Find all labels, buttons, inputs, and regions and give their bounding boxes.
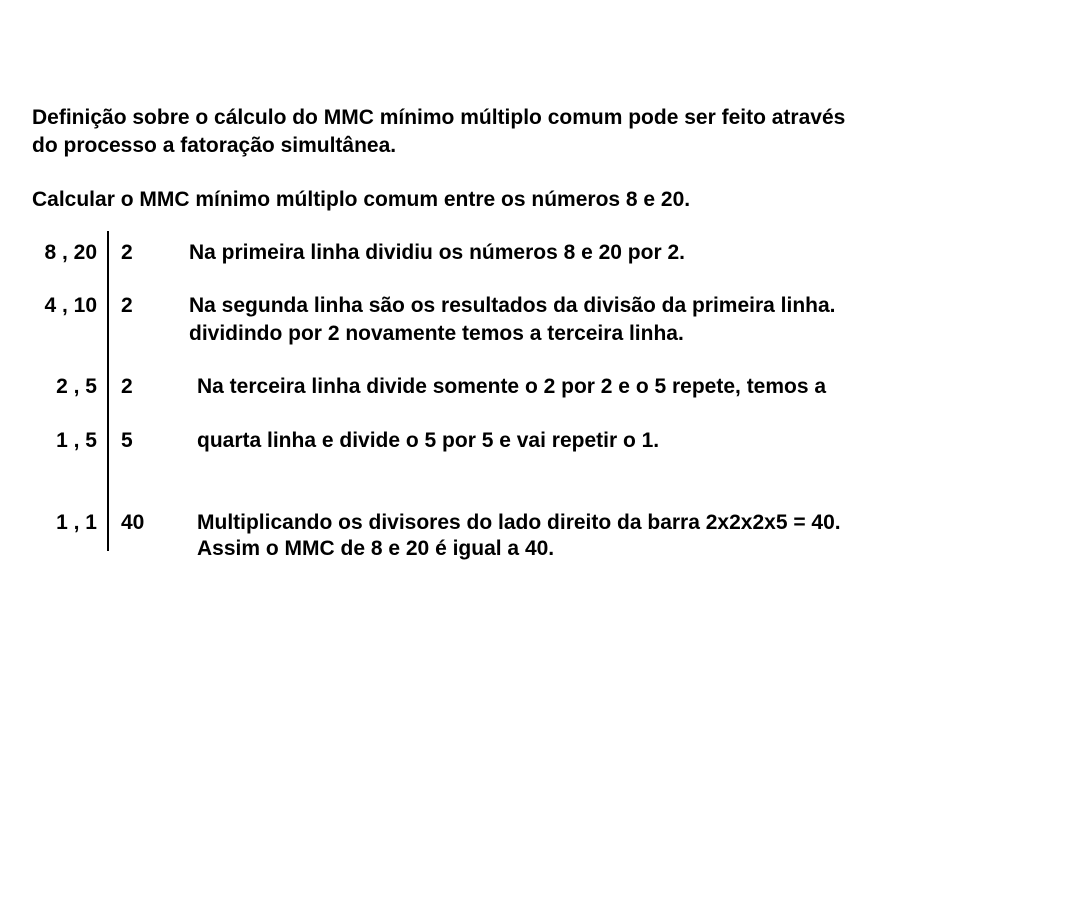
intro-paragraph (32, 104, 845, 160)
row-5-divisor: 40 (121, 511, 145, 534)
row-3-divisor: 2 (121, 375, 133, 398)
row-3-explanation-line-1: Na terceira linha divide somente o 2 por 2 e o 5 repete, temos a (197, 375, 827, 398)
row-5-explanation-line-2: Assim o MMC de 8 e 20 é igual a 40. (197, 537, 555, 560)
row-3-explanation (197, 373, 826, 401)
intro-line-2: do processo a fatoração simultânea. (32, 134, 397, 157)
row-2-explanation-line-2: dividindo por 2 novamente temos a terceira linha. (189, 322, 684, 345)
row-4-numbers: 1 , 5 (56, 429, 97, 452)
row-1-divisor: 2 (121, 241, 133, 264)
intro-line-1: Definição sobre o cálculo do MMC mínimo múltiplo comum pode ser feito através (32, 106, 846, 129)
row-1-explanation (189, 239, 685, 267)
row-2-explanation-line-1: Na segunda linha são os resultados da divisão da primeira linha. (189, 294, 836, 317)
row-3-numbers: 2 , 5 (56, 375, 97, 398)
row-1-explanation-line-1: Na primeira linha dividiu os números 8 e 20 por 2. (189, 241, 685, 264)
row-5-explanation (197, 509, 841, 563)
row-2-divisor: 2 (121, 294, 133, 317)
question-statement: Calcular o MMC mínimo múltiplo comum entre os números 8 e 20. (32, 188, 691, 211)
factorization-divider-bar (107, 231, 109, 551)
row-4-divisor: 5 (121, 429, 133, 452)
row-2-explanation (189, 292, 836, 348)
row-5-explanation-line-1: Multiplicando os divisores do lado direito da barra 2x2x2x5 = 40. (197, 511, 841, 534)
row-1-numbers: 8 , 20 (44, 241, 97, 264)
row-4-explanation-line-1: quarta linha e divide o 5 por 5 e vai repetir o 1. (197, 429, 660, 452)
row-2-numbers: 4 , 10 (44, 294, 97, 317)
row-4-explanation (197, 427, 659, 455)
row-5-numbers: 1 , 1 (56, 511, 97, 534)
